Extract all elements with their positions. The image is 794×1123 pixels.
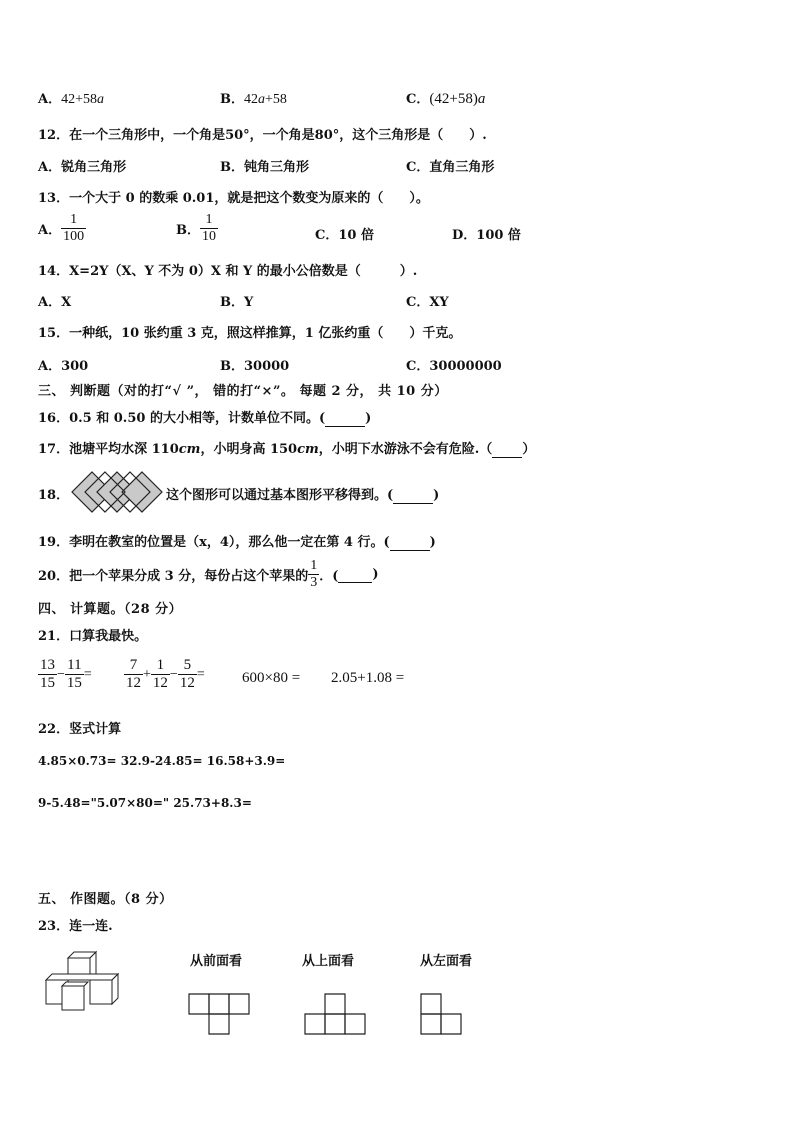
translated-diamonds-figure <box>70 470 164 514</box>
q15-text: 15．一种纸，10 张约重 3 克，照这样推算，1 亿张约重（ ）千克。 <box>38 326 462 341</box>
front-view-figure <box>188 992 252 1036</box>
q21-expr-3: 600×80 = <box>242 670 301 686</box>
q20-text: 20．把一个苹果分成 3 分，每份占这个苹果的 $\frac{1}{3}$ ．( ) <box>38 558 379 591</box>
left-view-figure <box>420 992 466 1036</box>
q14-option-c: C．XY <box>406 295 449 310</box>
q15-option-b: B．30000 <box>220 359 290 374</box>
section-4-heading: 四、 计算题。（28 分） <box>38 602 183 617</box>
q19-text: 19．李明在教室的位置是（x，4），那么他一定在第 4 行。( ) <box>38 535 436 550</box>
q12-option-c: C．直角三角形 <box>406 160 495 175</box>
section-3-heading: 三、 判断题（对的打“√ ”， 错的打“×”。 每题 2 分， 共 10 分） <box>38 384 448 399</box>
view-label-left: 从左面看 <box>420 954 473 969</box>
q13-a-fraction: $\frac{1}{100}$ <box>63 212 85 245</box>
q14-option-a: A．X <box>38 295 72 310</box>
q13-option-a: A． $\frac{1}{100}$ <box>38 212 85 245</box>
section-5-heading: 五、 作图题。（8 分） <box>38 892 173 907</box>
q13-text: 13．一个大于 0 的数乘 0.01，就是把这个数变为原来的（ ）。 <box>38 191 429 206</box>
diamond-3 <box>122 472 162 512</box>
q21-expr-4: 2.05+1.08 = <box>331 670 405 686</box>
q11-c-expr: (42+58)a <box>429 91 486 107</box>
q21-title: 21．口算我最快。 <box>38 629 148 644</box>
q22-title: 22．竖式计算 <box>38 722 122 737</box>
q17-answer-blank[interactable] <box>492 442 522 458</box>
cube-stack-figure <box>40 948 140 1018</box>
q18-text: 这个图形可以通过基本图形平移得到。( ) <box>166 488 440 503</box>
q21-expr-1: $\frac{13}{15}$ − $\frac{11}{15}$ = <box>40 657 92 692</box>
q23-title: 23．连一连. <box>38 919 113 934</box>
q18-answer-blank[interactable] <box>393 488 433 504</box>
q13-b-fraction: $\frac{1}{10}$ <box>202 212 216 245</box>
q15-option-c: C．30000000 <box>406 359 502 374</box>
q13-option-d: D．100 倍 <box>452 228 521 243</box>
q14-text: 14．X=2Y（X、Y 不为 0）X 和 Y 的最小公倍数是（ ）. <box>38 264 418 279</box>
q16-text: 16．0.5 和 0.50 的大小相等，计数单位不同。( ) <box>38 411 372 426</box>
view-label-front: 从前面看 <box>190 954 243 969</box>
q22-line-1: 4.85×0.73= 32.9-24.85= 16.58+3.9= <box>38 754 286 768</box>
q11-option-c: C．(42+58)a <box>406 91 486 107</box>
q18-number: 18． <box>38 488 70 503</box>
q22-line-2: 9-5.48="5.07×80=" 25.73+8.3= <box>38 796 252 810</box>
q16-answer-blank[interactable] <box>325 411 365 427</box>
q20-fraction: $\frac{1}{3}$ <box>310 558 318 591</box>
q11-a-expr: 42+58a <box>61 92 104 107</box>
q13-option-c: C．10 倍 <box>315 228 374 243</box>
view-label-top: 从上面看 <box>302 954 355 969</box>
q21-expr-2: $\frac{7}{12}$ + $\frac{1}{12}$ − $\frac{5}{12}$ = <box>126 657 205 692</box>
q15-option-a: A．300 <box>38 359 89 374</box>
q19-answer-blank[interactable] <box>390 535 430 551</box>
q12-text: 12．在一个三角形中，一个角是50°，一个角是80°，这个三角形是（ ）. <box>38 128 487 143</box>
q12-option-b: B．钝角三角形 <box>220 160 309 175</box>
q13-option-b: B． $\frac{1}{10}$ <box>176 212 216 245</box>
q14-option-b: B．Y <box>220 295 254 310</box>
q11-b-expr: 42a+58 <box>244 92 287 107</box>
q12-option-a: A．锐角三角形 <box>38 160 127 175</box>
q11-option-a: A．42+58a <box>38 92 104 107</box>
q11-option-b: B．42a+58 <box>220 92 287 107</box>
q20-answer-blank[interactable] <box>338 567 372 583</box>
top-view-figure <box>304 992 368 1036</box>
q17-text: 17．池塘平均水深 110cm，小明身高 150cm，小明下水游泳不会有危险.（ ） <box>38 442 536 457</box>
